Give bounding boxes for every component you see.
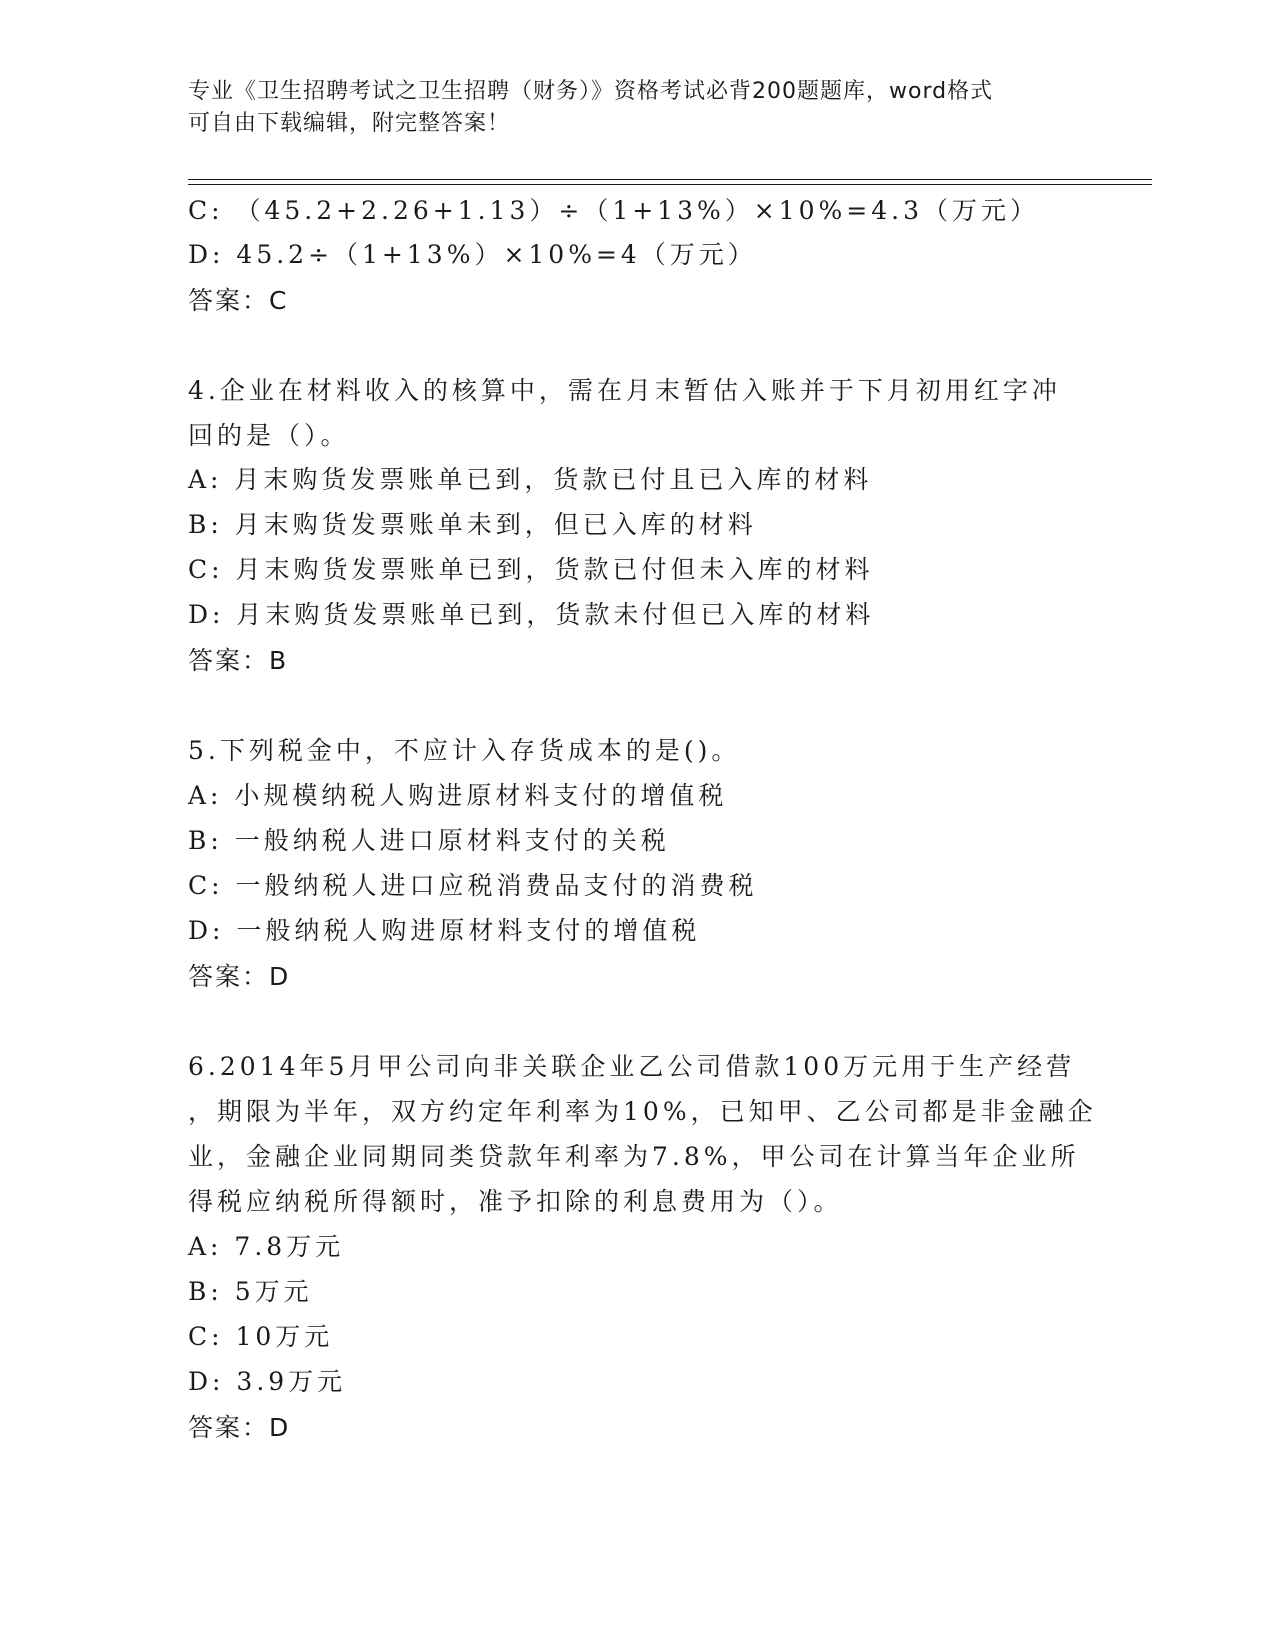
q4-option-a: A: 月末购货发票账单已到，货款已付且已入库的材料 — [188, 465, 873, 494]
q4-stem-line-1: 4.企业在材料收入的核算中，需在月末暂估入账并于下月初用红字冲 — [188, 376, 1061, 405]
q4-option-d: D: 月末购货发票账单已到，货款未付但已入库的材料 — [188, 600, 875, 629]
q5-option-c: C: 一般纳税人进口应税消费品支付的消费税 — [188, 871, 758, 900]
q3-option-d: D: 45.2÷（1+13%）×10%=4（万元） — [188, 240, 757, 269]
q5-stem: 5.下列税金中，不应计入存货成本的是()。 — [188, 736, 741, 765]
q4-answer: 答案：B — [188, 646, 289, 675]
q6-stem-line-2: ，期限为半年，双方约定年利率为10%，已知甲、乙公司都是非金融企 — [188, 1097, 1097, 1126]
q6-stem-line-4: 得税应纳税所得额时，准予扣除的利息费用为（）。 — [188, 1187, 843, 1216]
q4-option-b: B: 月末购货发票账单未到，但已入库的材料 — [188, 510, 757, 539]
q6-answer: 答案：D — [188, 1413, 291, 1442]
q3-option-c: C: （45.2+2.26+1.13）÷（1+13%）×10%=4.3（万元） — [188, 196, 1039, 225]
q6-option-c: C: 10万元 — [188, 1322, 334, 1351]
header-divider-top — [188, 179, 1152, 180]
header-divider-bottom — [188, 184, 1152, 185]
q3-answer: 答案：C — [188, 286, 289, 315]
header-line-2: 可自由下载编辑，附完整答案！ — [188, 111, 511, 136]
q6-option-d: D: 3.9万元 — [188, 1367, 347, 1396]
document-header — [188, 76, 1068, 140]
q6-stem-line-3: 业，金融企业同期同类贷款年利率为7.8%，甲公司在计算当年企业所 — [188, 1142, 1080, 1171]
q5-option-a: A: 小规模纳税人购进原材料支付的增值税 — [188, 781, 728, 810]
q5-answer: 答案：D — [188, 962, 291, 991]
q6-stem-line-1: 6.2014年5月甲公司向非关联企业乙公司借款100万元用于生产经营 — [188, 1052, 1076, 1081]
q6-option-a: A: 7.8万元 — [188, 1232, 345, 1261]
q5-option-d: D: 一般纳税人购进原材料支付的增值税 — [188, 916, 701, 945]
header-line-1: 专业《卫生招聘考试之卫生招聘（财务）》资格考试必背200题题库，word格式 — [188, 79, 994, 104]
q4-stem-line-2: 回的是（）。 — [188, 421, 350, 450]
q6-option-b: B: 5万元 — [188, 1277, 313, 1306]
q5-option-b: B: 一般纳税人进口原材料支付的关税 — [188, 826, 670, 855]
q4-option-c: C: 月末购货发票账单已到，货款已付但未入库的材料 — [188, 555, 874, 584]
